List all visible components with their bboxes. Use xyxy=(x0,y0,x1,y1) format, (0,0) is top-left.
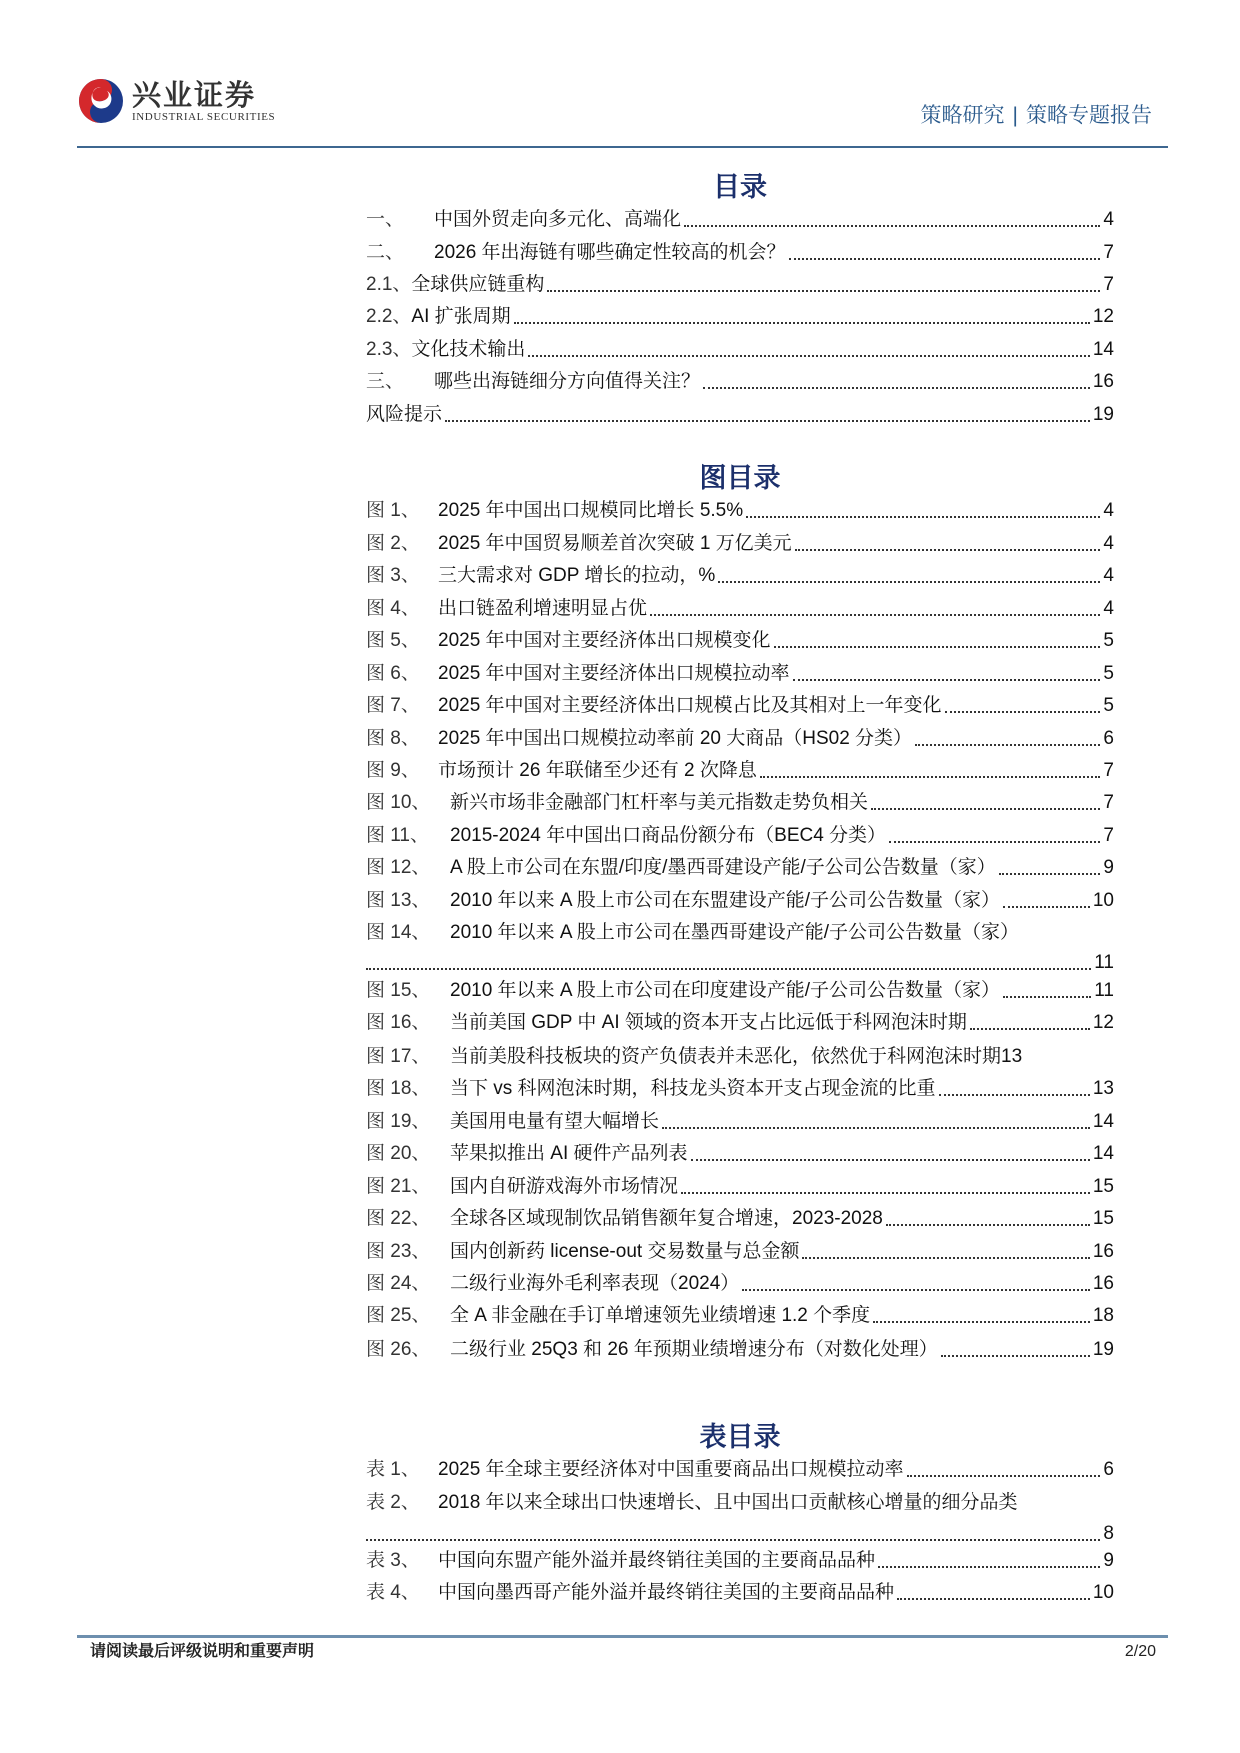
figure-number: 图 17、 xyxy=(366,1046,431,1067)
dot-leader xyxy=(366,1539,1100,1541)
dot-leader xyxy=(1003,996,1091,998)
figure-page: 5 xyxy=(1103,695,1114,716)
figure-entry[interactable] xyxy=(366,1076,1114,1102)
figure-title: 市场预计 26 年联储至少还有 2 次降息 xyxy=(438,760,757,781)
figure-entry[interactable] xyxy=(366,563,1114,589)
figure-page: 12 xyxy=(1092,1012,1114,1033)
table-page: 8 xyxy=(1103,1523,1114,1544)
dot-leader xyxy=(366,968,1091,970)
dot-leader xyxy=(897,1598,1090,1600)
figure-entry[interactable] xyxy=(366,1141,1114,1167)
dot-leader xyxy=(691,1159,1090,1161)
toc-item-number: 2.3、 xyxy=(366,339,412,360)
dot-leader xyxy=(878,1566,1100,1568)
figure-entry[interactable] xyxy=(366,1109,1114,1135)
toc-item-number: 2.2、 xyxy=(366,306,412,327)
toc-item[interactable] xyxy=(366,272,1114,298)
dot-leader xyxy=(650,614,1100,616)
figure-entry[interactable] xyxy=(366,978,1114,1004)
toc-item-title: 哪些出海链细分方向值得关注？ xyxy=(434,371,701,392)
dot-leader xyxy=(789,258,1101,260)
figure-entry[interactable] xyxy=(366,596,1114,622)
toc-item-page: 7 xyxy=(1103,274,1114,295)
figure-page: 4 xyxy=(1103,565,1114,586)
figure-title: 美国用电量有望大幅增长 xyxy=(450,1111,660,1132)
figure-page: 5 xyxy=(1103,630,1114,651)
dot-leader xyxy=(889,841,1100,843)
figure-number: 图 5、 xyxy=(366,630,420,651)
figure-number: 图 18、 xyxy=(366,1078,431,1099)
figure-number: 图 8、 xyxy=(366,728,420,749)
figure-number: 图 12、 xyxy=(366,857,431,878)
table-number: 表 2、 xyxy=(366,1492,420,1513)
figure-title: 当前美股科技板块的资产负债表并未恶化，依然优于科网泡沫时期 xyxy=(450,1046,1002,1067)
toc-item-page: 4 xyxy=(1103,209,1114,230)
toc-item-page: 14 xyxy=(1092,339,1114,360)
toc-item[interactable] xyxy=(366,207,1114,233)
figure-number: 图 20、 xyxy=(366,1143,431,1164)
figures-list-title: 图目录 xyxy=(699,463,781,493)
dot-leader xyxy=(547,290,1100,292)
figure-number: 图 3、 xyxy=(366,565,420,586)
figure-title: 当下 vs 科网泡沫时期，科技龙头资本开支占现金流的比重 xyxy=(450,1078,936,1099)
figure-page: 14 xyxy=(1092,1111,1114,1132)
figure-title: 全 A 非金融在手订单增速领先业绩增速 1.2 个季度 xyxy=(450,1305,871,1326)
table-page: 6 xyxy=(1103,1459,1114,1480)
figure-title: 当前美国 GDP 中 AI 领域的资本开支占比远低于科网泡沫时期 xyxy=(450,1012,967,1033)
figure-title: 2010 年以来 A 股上市公司在印度建设产能/子公司公告数量（家） xyxy=(450,980,1001,1001)
figure-page: 13 xyxy=(1092,1078,1114,1099)
toc-item-title: 文化技术输出 xyxy=(411,339,526,360)
figure-number: 图 23、 xyxy=(366,1241,431,1262)
figure-number: 图 7、 xyxy=(366,695,420,716)
dot-leader xyxy=(886,1224,1090,1226)
figure-page: 10 xyxy=(1092,890,1114,911)
dot-leader xyxy=(939,1094,1090,1096)
figure-number: 图 15、 xyxy=(366,980,431,1001)
table-page: 10 xyxy=(1092,1582,1114,1603)
table-page: 9 xyxy=(1103,1550,1114,1571)
dot-leader xyxy=(795,549,1101,551)
figure-entry[interactable] xyxy=(366,1303,1114,1329)
dot-leader xyxy=(945,711,1101,713)
table-entry[interactable] xyxy=(366,1490,1114,1516)
figure-title: 2025 年中国出口规模拉动率前 20 大商品（HS02 分类） xyxy=(438,728,913,749)
dot-leader xyxy=(999,873,1101,875)
dot-leader xyxy=(802,1257,1089,1259)
table-title: 中国向东盟产能外溢并最终销往美国的主要商品品种 xyxy=(438,1550,876,1571)
figure-title: 2025 年中国贸易顺差首次突破 1 万亿美元 xyxy=(438,533,792,554)
table-number: 表 1、 xyxy=(366,1459,420,1480)
dot-leader xyxy=(941,1355,1090,1357)
toc-title: 目录 xyxy=(713,172,767,202)
figure-number: 图 6、 xyxy=(366,663,420,684)
dot-leader xyxy=(742,1289,1090,1291)
figure-number: 图 14、 xyxy=(366,922,431,943)
figure-entry[interactable] xyxy=(366,1271,1114,1297)
figure-title: 二级行业海外毛利率表现（2024） xyxy=(450,1273,740,1294)
dot-leader xyxy=(684,225,1100,227)
figure-entry[interactable] xyxy=(366,726,1114,752)
toc-item-page: 12 xyxy=(1092,306,1114,327)
logo-english-name: INDUSTRIAL SECURITIES xyxy=(132,110,276,123)
figure-entry[interactable] xyxy=(366,693,1114,719)
figure-page: 15 xyxy=(1092,1176,1114,1197)
report-category-header xyxy=(921,102,1152,130)
figure-entry[interactable] xyxy=(366,758,1114,784)
table-number: 表 4、 xyxy=(366,1582,420,1603)
figure-number: 图 26、 xyxy=(366,1339,431,1360)
disclaimer-notice: 请阅读最后评级说明和重要声明 xyxy=(90,1643,315,1660)
toc-item[interactable] xyxy=(366,304,1114,330)
figure-entry-continuation[interactable] xyxy=(366,950,1114,976)
figure-number: 图 9、 xyxy=(366,760,420,781)
toc-item-number: 二、 xyxy=(366,242,405,263)
dot-leader xyxy=(907,1475,1101,1477)
dot-leader xyxy=(793,679,1101,681)
figure-page: 19 xyxy=(1092,1339,1114,1360)
figure-number: 图 19、 xyxy=(366,1111,431,1132)
toc-item-number: 一、 xyxy=(366,209,405,230)
toc-item-number: 2.1、 xyxy=(366,274,412,295)
page-indicator: 2/20 xyxy=(1124,1643,1156,1660)
header-divider xyxy=(77,146,1168,148)
tables-list-title: 表目录 xyxy=(699,1422,781,1452)
toc-item-page: 19 xyxy=(1092,404,1114,425)
figure-entry[interactable] xyxy=(366,823,1114,849)
figure-page: 4 xyxy=(1103,533,1114,554)
figure-page: 18 xyxy=(1092,1305,1114,1326)
table-entry[interactable] xyxy=(366,1580,1114,1606)
dot-leader xyxy=(915,744,1100,746)
figure-number: 图 22、 xyxy=(366,1208,431,1229)
toc-item-page: 7 xyxy=(1103,242,1114,263)
figure-entry[interactable] xyxy=(366,661,1114,687)
table-title: 2025 年全球主要经济体对中国重要商品出口规模拉动率 xyxy=(438,1459,904,1480)
figure-page: 7 xyxy=(1103,825,1114,846)
company-logo xyxy=(78,76,275,126)
table-title: 中国向墨西哥产能外溢并最终销往美国的主要商品品种 xyxy=(438,1582,895,1603)
figure-entry[interactable] xyxy=(366,1044,1114,1070)
figure-number: 图 24、 xyxy=(366,1273,431,1294)
figure-entry[interactable] xyxy=(366,920,1114,946)
dot-leader xyxy=(528,355,1089,357)
category-label: 策略研究 xyxy=(920,104,1005,127)
figure-title: 二级行业 25Q3 和 26 年预期业绩增速分布（对数化处理） xyxy=(450,1339,938,1360)
figure-number: 图 16、 xyxy=(366,1012,431,1033)
figure-title: 国内创新药 license-out 交易数量与总金额 xyxy=(450,1241,800,1262)
figure-page: 16 xyxy=(1092,1241,1114,1262)
figure-entry[interactable] xyxy=(366,1337,1114,1363)
dot-leader xyxy=(873,1321,1090,1323)
toc-item-number: 三、 xyxy=(366,371,405,392)
dot-leader xyxy=(760,776,1101,778)
figure-number: 图 11、 xyxy=(366,825,430,846)
logo-chinese-name: 兴业证券 xyxy=(132,77,257,112)
figure-entry[interactable] xyxy=(366,1010,1114,1036)
figure-title: 全球各区域现制饮品销售额年复合增速，2023-2028 xyxy=(450,1208,883,1229)
toc-item-title: 2026 年出海链有哪些确定性较高的机会？ xyxy=(434,242,786,263)
toc-item-title: 全球供应链重构 xyxy=(411,274,545,295)
table-entry[interactable] xyxy=(366,1457,1114,1483)
figure-entry[interactable] xyxy=(366,1206,1114,1232)
figure-title: 新兴市场非金融部门杠杆率与美元指数走势负相关 xyxy=(450,792,869,813)
figure-title: 2025 年中国出口规模同比增长 5.5% xyxy=(438,500,744,521)
figure-title: 2010 年以来 A 股上市公司在东盟建设产能/子公司公告数量（家） xyxy=(450,890,1001,911)
figure-entry[interactable] xyxy=(366,888,1114,914)
dot-leader xyxy=(746,516,1100,518)
figure-title: A 股上市公司在东盟/印度/墨西哥建设产能/子公司公告数量（家） xyxy=(450,857,996,878)
dot-leader xyxy=(681,1192,1090,1194)
toc-item[interactable] xyxy=(366,337,1114,363)
toc-item-title: 风险提示 xyxy=(366,404,443,425)
figure-entry[interactable] xyxy=(366,855,1114,881)
figure-entry[interactable] xyxy=(366,790,1114,816)
figure-entry[interactable] xyxy=(366,531,1114,557)
figure-number: 图 2、 xyxy=(366,533,420,554)
dot-leader xyxy=(445,420,1090,422)
toc-item[interactable] xyxy=(366,402,1114,428)
figure-title: 国内自研游戏海外市场情况 xyxy=(450,1176,679,1197)
dot-leader xyxy=(514,322,1090,324)
table-title: 2018 年以来全球出口快速增长、且中国出口贡献核心增量的细分品类 xyxy=(438,1492,1018,1513)
figure-page: 4 xyxy=(1103,598,1114,619)
dot-leader xyxy=(662,1127,1090,1129)
figure-number: 图 25、 xyxy=(366,1305,431,1326)
figure-entry[interactable] xyxy=(366,628,1114,654)
figure-page: 4 xyxy=(1103,500,1114,521)
figure-title: 苹果拟推出 AI 硬件产品列表 xyxy=(450,1143,688,1164)
figure-entry[interactable] xyxy=(366,498,1114,524)
figure-title: 2025 年中国对主要经济体出口规模变化 xyxy=(438,630,771,651)
figure-number: 图 1、 xyxy=(366,500,420,521)
figure-page: 9 xyxy=(1103,857,1114,878)
toc-item-page: 16 xyxy=(1092,371,1114,392)
dot-leader xyxy=(774,646,1101,648)
table-entry[interactable] xyxy=(366,1548,1114,1574)
logo-swirl-icon xyxy=(78,78,124,124)
figure-number: 图 21、 xyxy=(366,1176,431,1197)
figure-title: 三大需求对 GDP 增长的拉动，% xyxy=(438,565,716,586)
figure-title: 2025 年中国对主要经济体出口规模拉动率 xyxy=(438,663,790,684)
toc-item[interactable] xyxy=(366,240,1114,266)
dot-leader xyxy=(871,808,1100,810)
figure-page: 5 xyxy=(1103,663,1114,684)
figure-number: 图 10、 xyxy=(366,792,431,813)
figure-page: 16 xyxy=(1092,1273,1114,1294)
figure-page: 11 xyxy=(1094,980,1114,1001)
dot-leader xyxy=(703,387,1090,389)
report-type-label: 策略专题报告 xyxy=(1026,104,1152,127)
dot-leader xyxy=(718,581,1100,583)
dot-leader xyxy=(970,1028,1090,1030)
figure-page: 13 xyxy=(1001,1046,1023,1067)
figure-number: 图 13、 xyxy=(366,890,431,911)
figure-title: 出口链盈利增速明显占优 xyxy=(438,598,648,619)
figure-page: 7 xyxy=(1103,792,1114,813)
footer-divider xyxy=(77,1635,1168,1638)
figure-page: 11 xyxy=(1094,952,1114,973)
figure-page: 15 xyxy=(1092,1208,1114,1229)
dot-leader xyxy=(1003,906,1090,908)
figure-title: 2015-2024 年中国出口商品份额分布（BEC4 分类） xyxy=(450,825,887,846)
figure-title: 2010 年以来 A 股上市公司在墨西哥建设产能/子公司公告数量（家） xyxy=(450,922,1020,943)
header-separator: | xyxy=(1012,104,1018,127)
figure-page: 14 xyxy=(1092,1143,1114,1164)
figure-entry[interactable] xyxy=(366,1239,1114,1265)
figure-page: 7 xyxy=(1103,760,1114,781)
figure-page: 6 xyxy=(1103,728,1114,749)
table-entry-continuation[interactable] xyxy=(366,1521,1114,1547)
toc-item-title: 中国外贸走向多元化、高端化 xyxy=(434,209,682,230)
toc-item[interactable] xyxy=(366,369,1114,395)
figure-entry[interactable] xyxy=(366,1174,1114,1200)
table-number: 表 3、 xyxy=(366,1550,420,1571)
figure-number: 图 4、 xyxy=(366,598,420,619)
figure-title: 2025 年中国对主要经济体出口规模占比及其相对上一年变化 xyxy=(438,695,942,716)
toc-item-title: AI 扩张周期 xyxy=(411,306,511,327)
